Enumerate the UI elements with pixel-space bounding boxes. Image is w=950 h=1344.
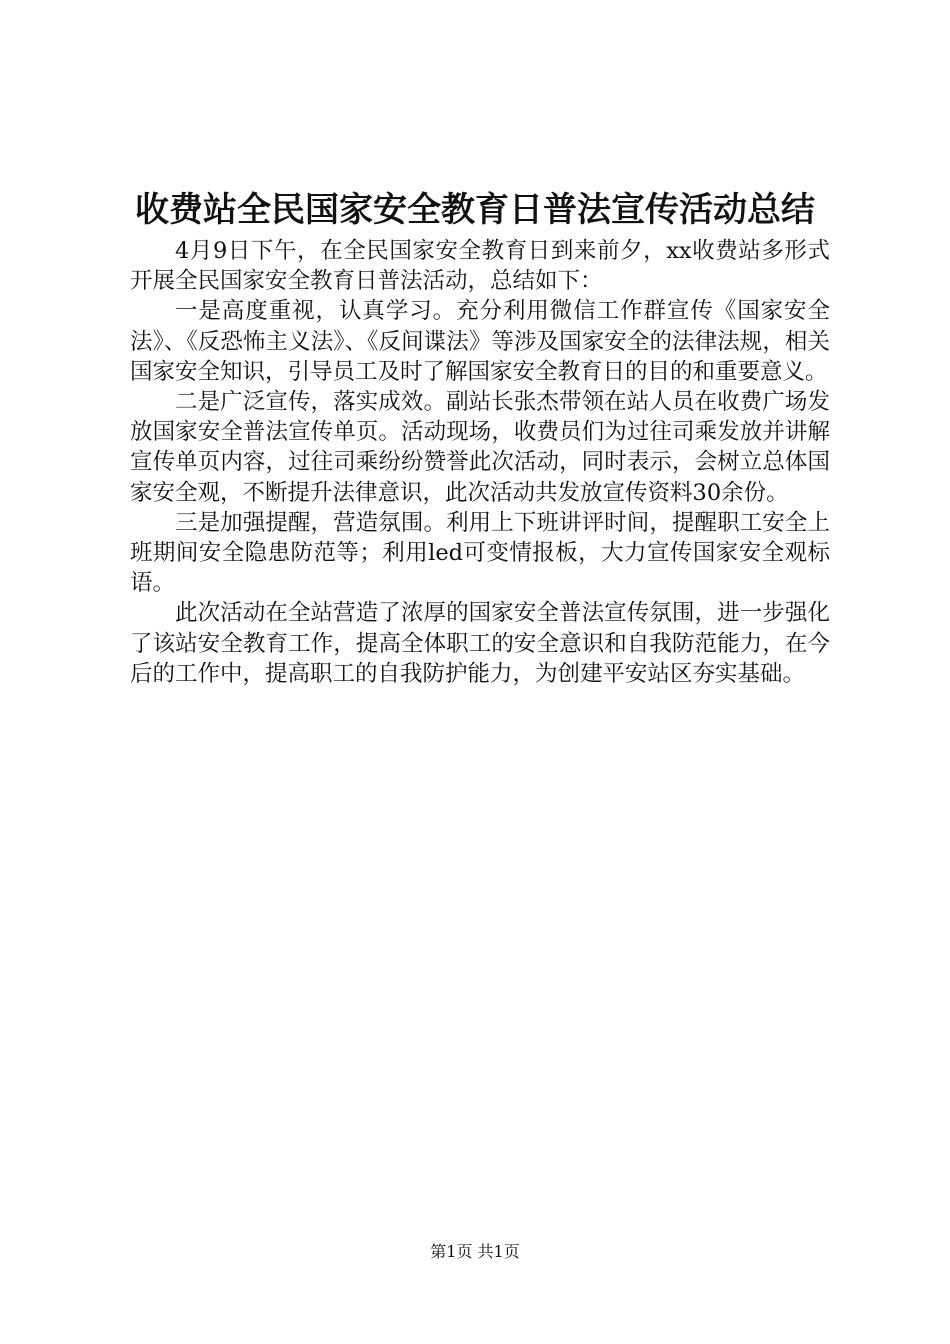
paragraph-intro: 4月9日下午，在全民国家安全教育日到来前夕，xx收费站多形式开展全民国家安全教育日普法活动，总结如下： [130,238,830,295]
document-title: 收费站全民国家安全教育日普法宣传活动总结 [135,190,815,230]
document-body [130,236,830,689]
paragraph-conclusion: 此次活动在全站营造了浓厚的国家安全普法宣传氛围，进一步强化了该站安全教育工作，提高全体职工的安全意识和自我防范能力，在今后的工作中，提高职工的自我防护能力，为创建平安站区夯实基础。 [130,600,830,687]
page-footer: 第1页 共1页 [430,1242,520,1261]
paragraph-point-2: 二是广泛宣传，落实成效。副站长张杰带领在站人员在收费广场发放国家安全普法宣传单页。活动现场，收费员们为过往司乘发放并讲解宣传单页内容，过往司乘纷纷赞誉此次活动，同时表示，会树立总体国家安全观，不断提升法律意识，此次活动共发放宣传资料30余份。 [130,389,830,506]
paragraph-point-1: 一是高度重视，认真学习。充分利用微信工作群宣传《国家安全法》、《反恐怖主义法》、《反间谍法》等涉及国家安全的法律法规，相关国家安全知识，引导员工及时了解国家安全教育日的目的和重要意义。 [130,298,830,385]
paragraph-point-3: 三是加强提醒，营造氛围。利用上下班讲评时间，提醒职工安全上班期间安全隐患防范等；利用led可变情报板，大力宣传国家安全观标语。 [130,509,830,597]
